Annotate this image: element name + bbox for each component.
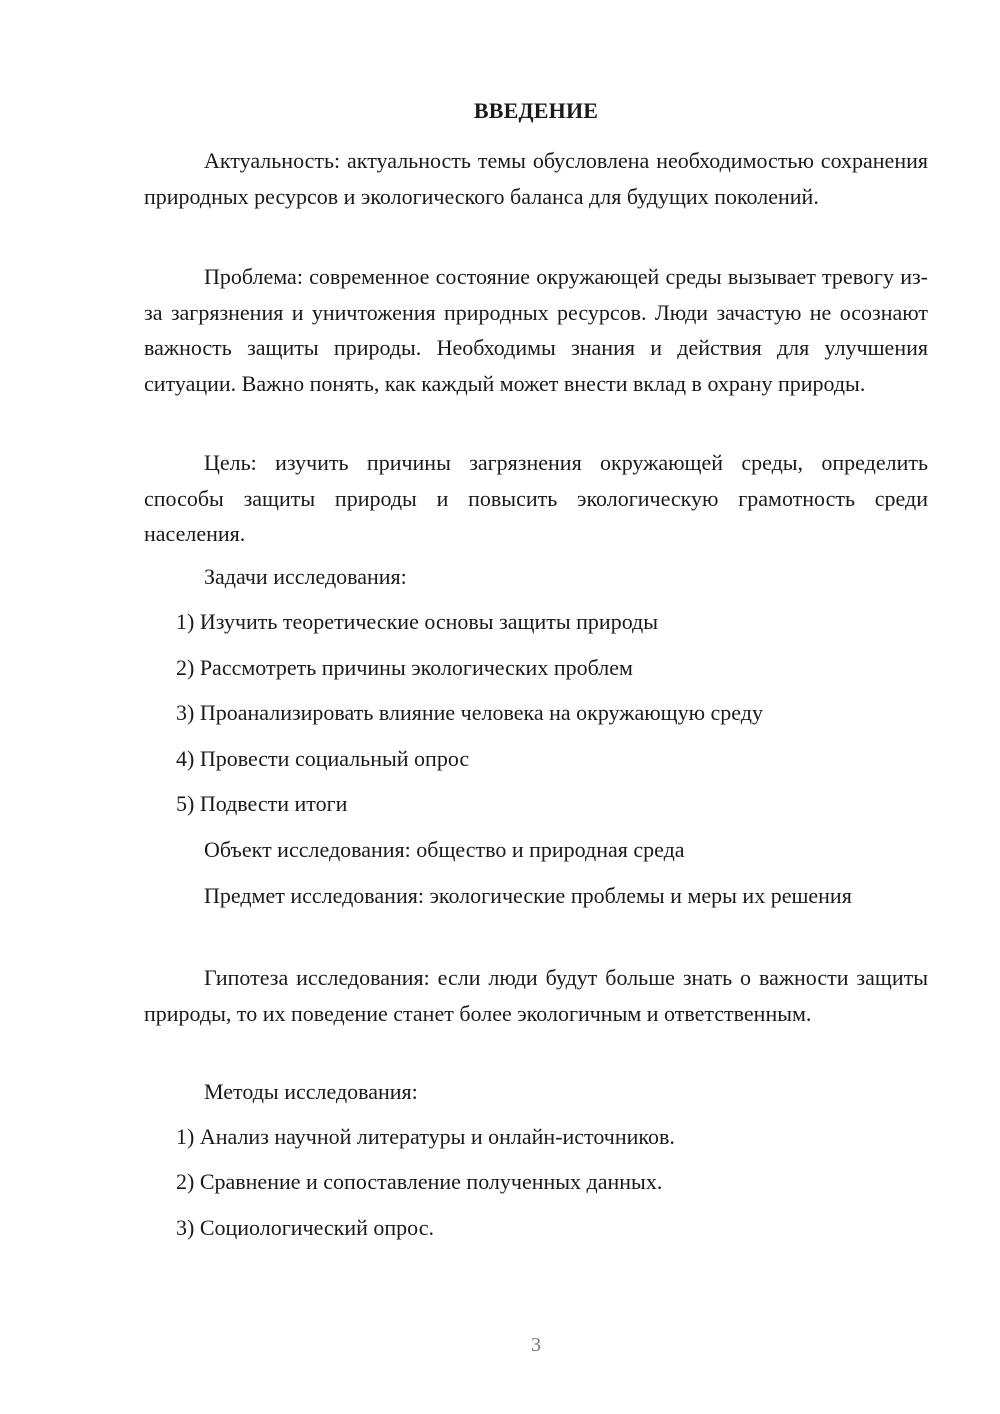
method-item-1: 1) Анализ научной литературы и онлайн-источников. xyxy=(176,1124,675,1149)
relevance-paragraph: Актуальность: актуальность темы обусловлена необходимостью сохранения природных ресурсов и экологического баланса для будущих поколений. xyxy=(144,148,928,209)
page-title: ВВЕДЕНИЕ xyxy=(473,98,599,123)
page-number: 3 xyxy=(531,1334,541,1356)
goal-paragraph: Цель: изучить причины загрязнения окружающей среды, определить способы защиты природы и повысить экологическую грамотность среди населения. xyxy=(144,450,928,546)
method-item-2: 2) Сравнение и сопоставление полученных данных. xyxy=(176,1169,663,1194)
task-item-4: 4) Провести социальный опрос xyxy=(176,746,470,771)
object-line: Объект исследования: общество и природная среда xyxy=(204,837,685,862)
problem-paragraph: Проблема: современное состояние окружающей среды вызывает тревогу из-за загрязнения и уничтожения природных ресурсов. Люди зачастую не осознают важность защиты природы. Необходимы знания и действия для улучшения ситуации. Важно понять, как каждый может внести вклад в охрану природы. xyxy=(144,264,928,396)
subject-paragraph: Предмет исследования: экологические проблемы и меры их решения xyxy=(204,883,852,908)
hypothesis-paragraph: Гипотеза исследования: если люди будут больше знать о важности защиты природы, то их поведение станет более экологичным и ответственным. xyxy=(144,965,928,1026)
task-item-2: 2) Рассмотреть причины экологических проблем xyxy=(176,655,633,680)
task-item-1: 1) Изучить теоретические основы защиты природы xyxy=(176,609,659,634)
task-item-5: 5) Подвести итоги xyxy=(176,791,348,816)
methods-heading: Методы исследования: xyxy=(204,1079,418,1104)
tasks-heading: Задачи исследования: xyxy=(204,564,407,589)
method-item-3: 3) Социологический опрос. xyxy=(176,1215,434,1240)
task-item-3: 3) Проанализировать влияние человека на окружающую среду xyxy=(176,700,763,725)
